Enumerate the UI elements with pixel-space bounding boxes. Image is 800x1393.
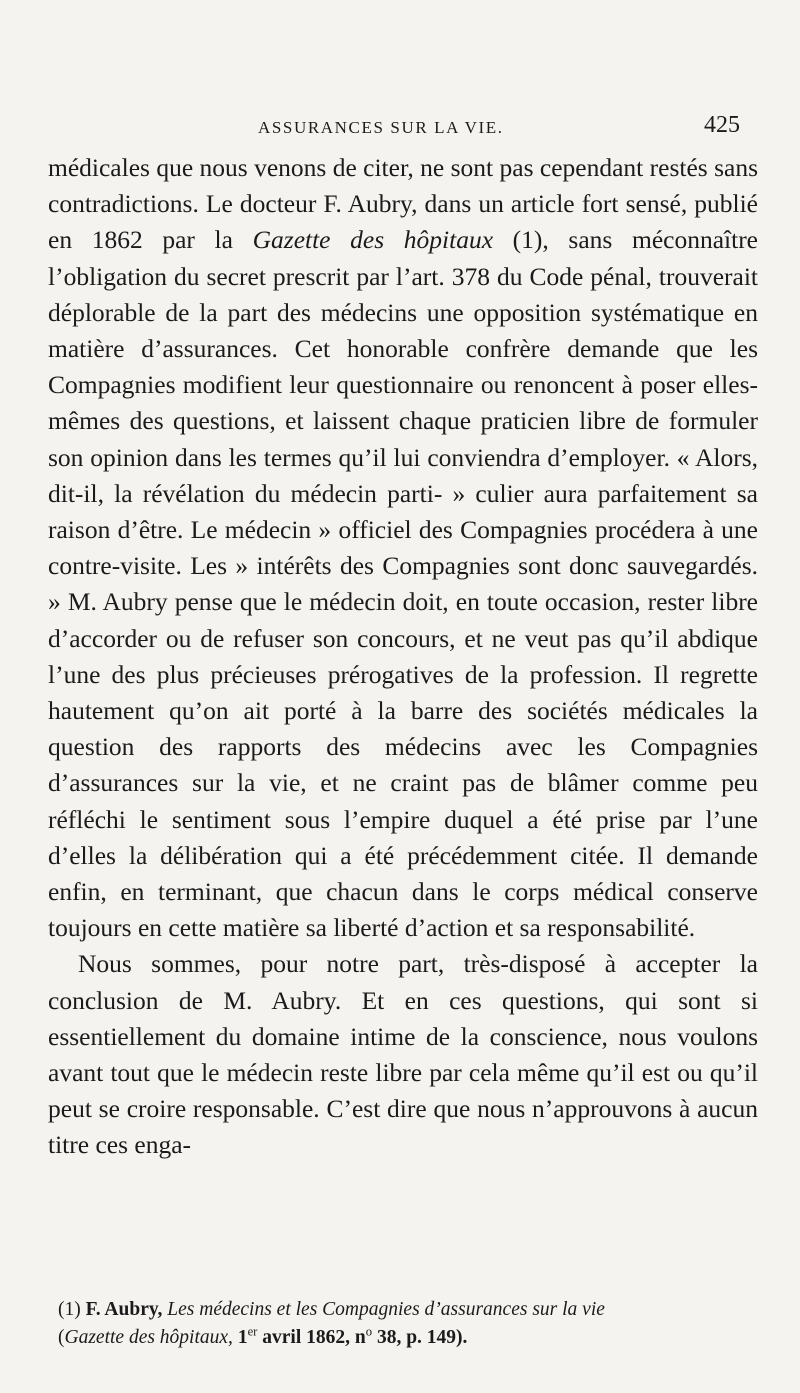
footnote (58, 1296, 758, 1352)
paragraph-1 (48, 150, 758, 946)
paragraph-1-part-a: médicales que nous venons de citer, ne sont pas cependant restés sans contradictions. Le docteur F. Aubry, dans un article fort sensé, publié en 1862 par la (48, 153, 758, 255)
running-head (0, 112, 800, 146)
page-number: 425 (704, 112, 740, 138)
body-text (48, 150, 758, 1164)
footnote-date-sup: er (247, 1324, 258, 1339)
footnote-marker: (1) (58, 1299, 81, 1320)
footnote-number-sup: o (365, 1324, 373, 1339)
footnote-date-day: 1 (237, 1327, 248, 1348)
footnote-author: F. Aubry, (85, 1299, 163, 1320)
paragraph-2: Nous sommes, pour notre part, très-disposé à accepter la conclusion de M. Aubry. Et en ces questions, qui sont si essentiellement du domaine intime de la conscience, nous voulons avant tout que le médecin reste libre par cela même qu’il est ou qu’il peut se croire responsable. C’est dire que nous n’approuvons à aucun titre ces enga- (48, 949, 758, 1160)
footnote-rest: 38, p. 149). (372, 1327, 468, 1348)
footnote-line-1 (58, 1296, 758, 1324)
paragraph-1-part-b: (1), sans méconnaître l’obligation du secret prescrit par l’art. 378 du Code pénal, trouverait déplorable de la part des médecins une opposition systématique en matière d’assurances. Cet honorable confrère demande que les Compagnies modifient leur questionnaire ou renoncent à poser elles-mêmes des questions, et laissent chaque praticien libre de formuler son opinion dans les termes qu’il lui conviendra d’employer. « Alors, dit-il, la révélation du médecin parti- » culier aura parfaitement sa raison d’être. Le médecin » officiel des Compagnies procédera à une contre-visite. Les » intérêts des Compagnies sont donc sauvegardés. » M. Aubry pense que le médecin doit, en toute occasion, rester libre d’accorder ou de refuser son concours, et ne veut pas qu’il abdique l’une des plus précieuses prérogatives de la profession. Il regrette hautement qu’on ait porté à la barre des sociétés médicales la question des rapports des médecins avec les Compagnies d’assurances sur la vie, et ne craint pas de blâmer comme peu réfléchi le sentiment sous l’empire duquel a été prise par l’une d’elles la délibération qui a été précédemment citée. Il demande enfin, en terminant, que chacun dans le corps médical conserve toujours en cette matière sa liberté d’action et sa responsabilité. (48, 225, 759, 943)
footnote-source: Gazette des hôpitaux, (64, 1327, 233, 1348)
running-title: ASSURANCES SUR LA VIE. (258, 118, 504, 137)
footnote-paren-open: ( (58, 1327, 65, 1348)
footnote-line-2 (58, 1324, 758, 1352)
footnote-date-rest: avril 1862, n (257, 1327, 366, 1348)
journal-title: Gazette des hôpitaux (252, 225, 494, 255)
footnote-title: Les médecins et les Compagnies d’assurances sur la vie (167, 1299, 605, 1320)
